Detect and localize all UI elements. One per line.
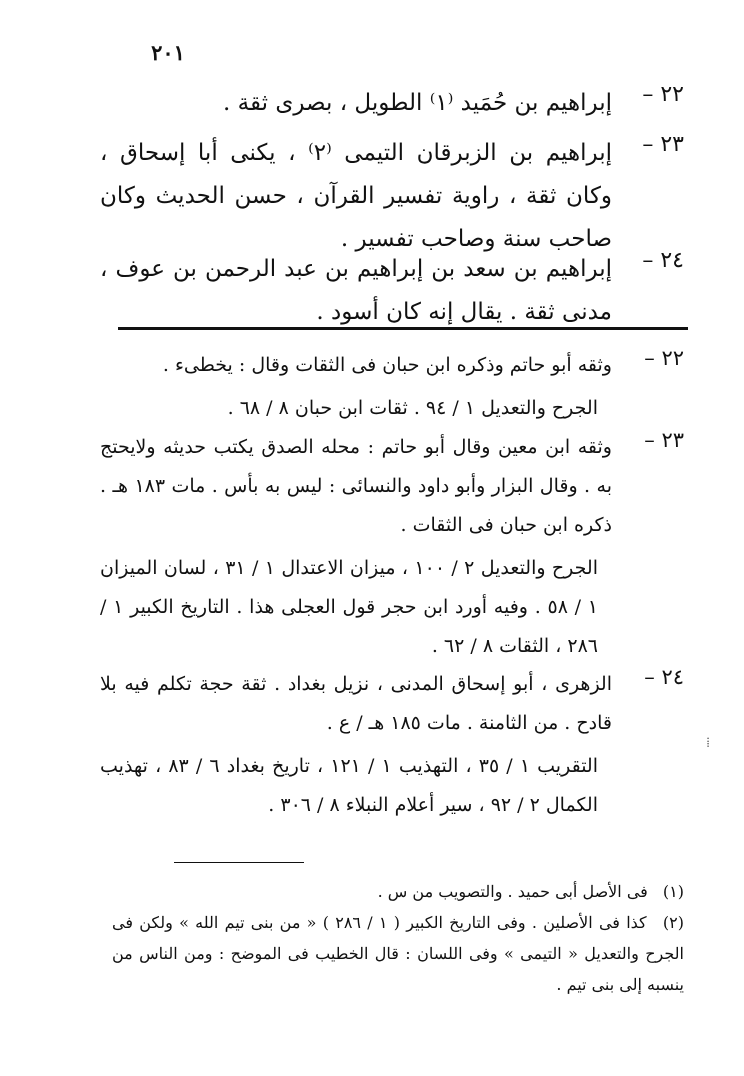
entry-text: إبراهيم بن الزبرقان التيمى ⁽٢⁾ ، يكنى أبا إسحاق ، وكان ثقة ، راوية تفسير القرآن ، حسن الحديث وكان صاحب سنة وصاحب تفسير . [100,140,612,252]
entry-number: ٢٣ – [642,132,684,157]
note-24 [100,665,684,825]
footnote-marker: (١) [662,882,684,901]
note-references: الجرح والتعديل ٢ / ١٠٠ ، ميزان الاعتدال ١ / ٣١ ، لسان الميزان ١ / ٥٨ . وفيه أورد ابن حجر قول العجلى هذا . التاريخ الكبير ١ / ٢٨٦ ، الثقات ٨ / ٦٢ . [100,557,598,657]
footnote-text: فى الأصل أبى حميد . والتصويب من س . [377,882,648,901]
note-text: الزهرى ، أبو إسحاق المدنى ، نزيل بغداد . ثقة حجة تكلم فيه بلا قادح . من الثامنة . مات ١٨٥ هـ / ع . [100,673,612,734]
note-references: الجرح والتعديل ١ / ٩٤ . ثقات ابن حبان ٨ / ٦٨ . [227,397,598,419]
note-number: ٢٣ – [644,428,684,452]
main-entry-24 [100,248,684,334]
footnote-2 [112,907,684,1000]
note-number: ٢٤ – [644,665,684,689]
note-text: وثقه ابن معين وقال أبو حاتم : محله الصدق يكتب حديثه ولايحتج به . وقال البزار وأبو داود والنسائى : ليس به بأس . مات ١٨٣ هـ . ذكره ابن حبان فى الثقات . [100,436,612,536]
note-text: وثقه أبو حاتم وذكره ابن حبان فى الثقات وقال : يخطىء . [162,354,612,376]
note-references: التقريب ١ / ٣٥ ، التهذيب ١ / ١٢١ ، تاريخ بغداد ٦ / ٨٣ ، تهذيب الكمال ٢ / ٩٢ ، سير أعلام النبلاء ٨ / ٣٠٦ . [100,755,598,816]
main-entry-23 [100,132,684,261]
main-entry-22 [100,82,684,125]
footnote-marker: (٢) [662,913,685,932]
note-number: ٢٢ – [644,346,684,370]
footnote-text: كذا فى الأصلين . وفى التاريخ الكبير ( ١ / ٢٨٦ ) « من بنى تيم الله » ولكن فى الجرح والتعديل « التيمى » وفى اللسان : قال الخطيب فى الموضح : ومن الناس من ينسبه إلى بنى تيم . [112,913,684,994]
entry-text: إبراهيم بن سعد بن إبراهيم بن عبد الرحمن بن عوف ، مدنى ثقة . يقال إنه كان أسود . [100,256,612,325]
entry-number: ٢٢ – [642,82,684,107]
note-22 [100,346,684,428]
section-divider [118,327,688,330]
footnotes [112,876,684,1000]
entry-text: إبراهيم بن حُمَيد ⁽١⁾ الطويل ، بصرى ثقة . [223,90,612,116]
note-23 [100,428,684,666]
footnote-separator [174,862,304,863]
page-number: ٢٠١ [151,40,185,65]
entry-number: ٢٤ – [642,248,684,273]
footnote-1 [112,876,684,907]
scan-speck: ⁞ [706,735,710,751]
